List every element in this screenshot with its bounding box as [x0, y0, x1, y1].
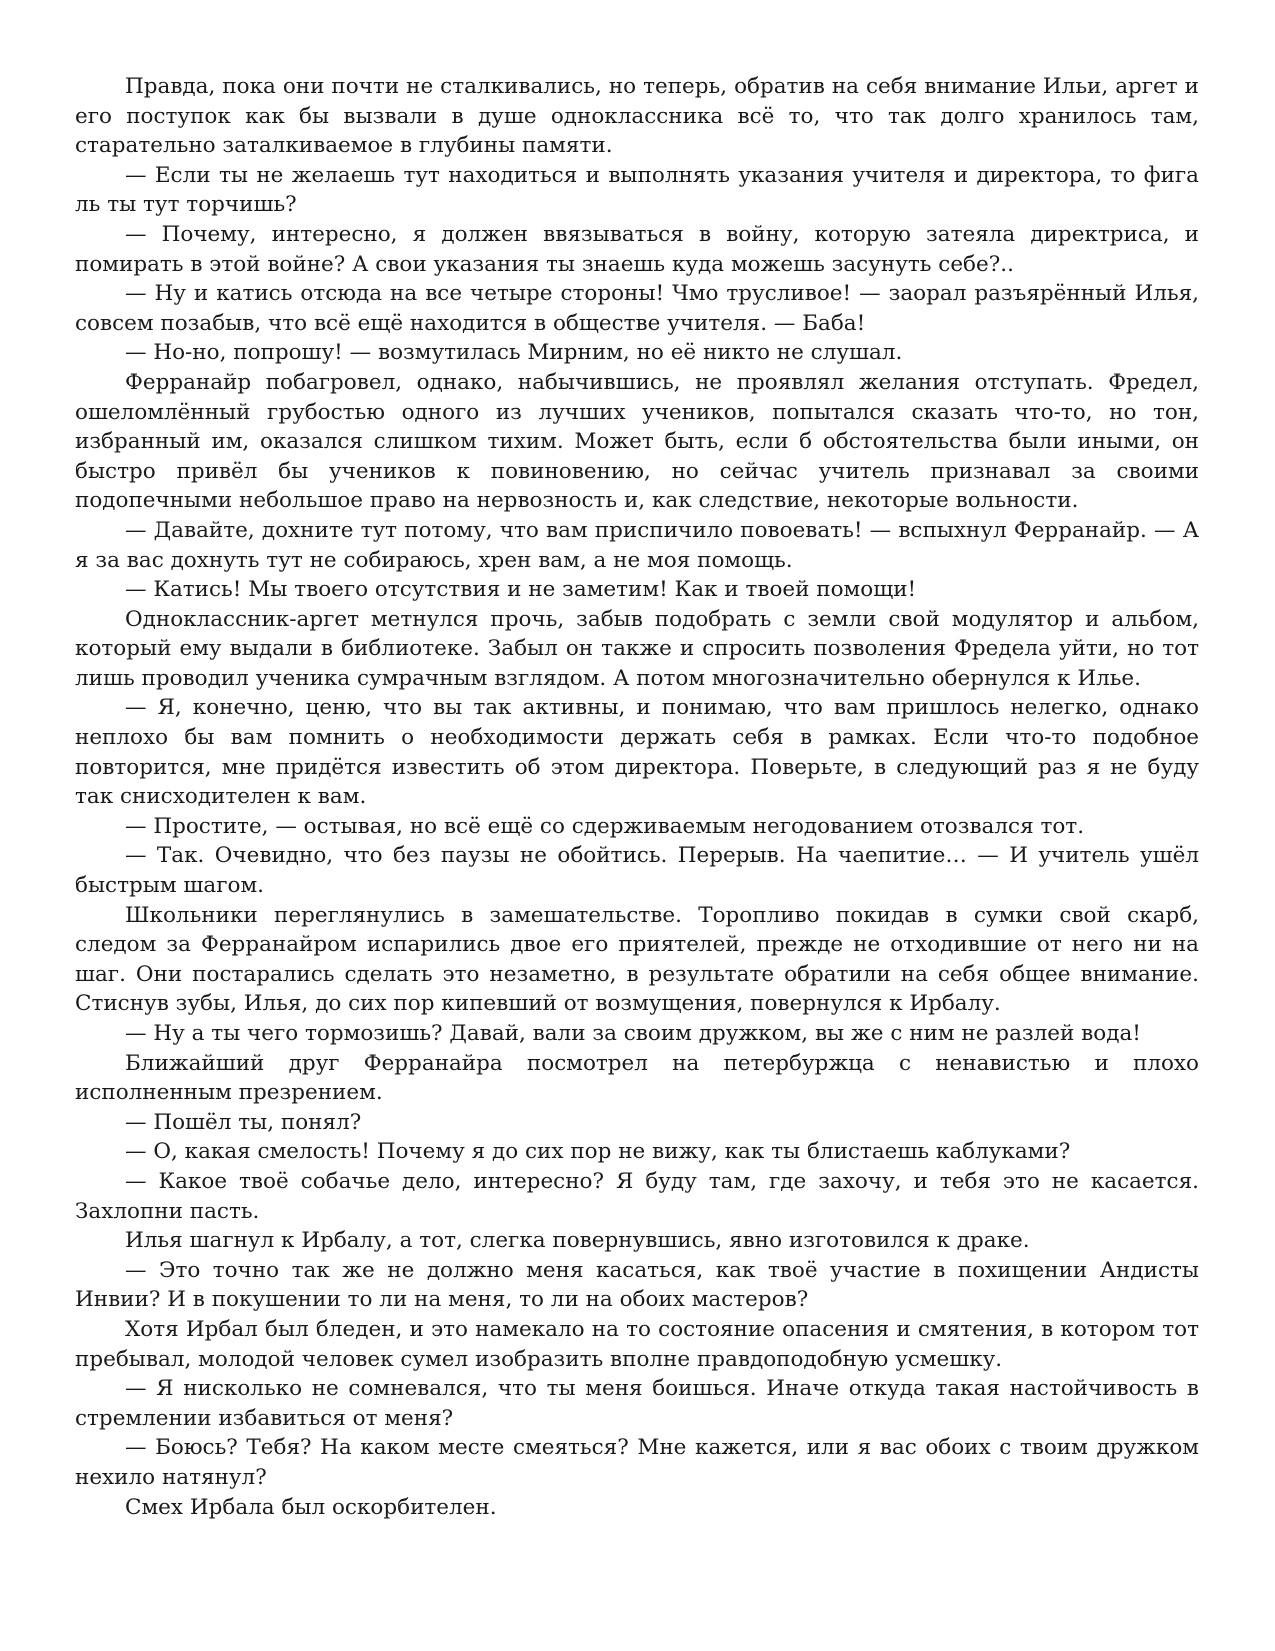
paragraph: — Я нисколько не сомневался, что ты меня боишься. Иначе откуда такая настойчивость в стремлении избавиться от меня? — [75, 1376, 1199, 1431]
paragraph: — Это точно так же не должно меня касаться, как твоё участие в похищении Андисты Инвии? И в покушении то ли на меня, то ли на обоих мастеров? — [75, 1257, 1199, 1313]
paragraph: — Так. Очевидно, что без паузы не обойтись. Перерыв. На чаепитие… — И учитель ушёл быстрым шагом. — [75, 843, 1199, 899]
paragraph: — Пошёл ты, понял? — [125, 1109, 362, 1135]
paragraph: Ферранайр побагровел, однако, набычившись, не проявлял желания отступать. Фредел, ошеломлённый грубостью одного из лучших учеников, попытался сказать что-то, но тон, избранный им, оказался слишком тихим. Может быть, если б обстоятельства были иными, он быстро привёл бы учеников к повиновению, но сейчас учитель признавал за своими подопечными небольшое право на нервозность и, как следствие, некоторые вольности. — [75, 369, 1199, 514]
paragraph: — Ну и катись отсюда на все четыре стороны! Чмо трусливое! — заорал разъярённый Илья, совсем позабыв, что всё ещё находится в обществе учителя. — Баба! — [75, 281, 1199, 336]
document-page — [75, 72, 1199, 1522]
paragraph: — Простите, — остывая, но всё ещё со сдерживаемым негодованием отозвался тот. — [125, 813, 1085, 839]
paragraph: Правда, пока они почти не сталкивались, но теперь, обратив на себя внимание Ильи, аргет и его поступок как бы вызвали в душе одноклассника всё то, что так долго хранилось там, старательно заталкиваемое в глубины памяти. — [75, 74, 1199, 159]
paragraph: Школьники переглянулись в замешательстве. Торопливо покидав в сумки свой скарб, следом за Ферранайром испарились двое его приятелей, прежде не отходившие от него ни на шаг. Они постарались сделать это незаметно, в результате обратили на себя общее внимание. Стиснув зубы, Илья, до сих пор кипевший от возмущения, повернулся к Ирбалу. — [75, 902, 1199, 1017]
paragraph: — Почему, интересно, я должен ввязываться в войну, которую затеяла директриса, и помирать в этой войне? А свои указания ты знаешь куда можешь засунуть себе?.. — [75, 221, 1199, 277]
paragraph: Хотя Ирбал был бледен, и это намекало на то состояние опасения и смятения, в котором тот пребывал, молодой человек сумел изобразить вполне правдоподобную усмешку. — [75, 1316, 1199, 1372]
paragraph: — О, какая смелость! Почему я до сих пор не вижу, как ты блистаешь каблуками? — [125, 1139, 1071, 1165]
paragraph: — Ну а ты чего тормозишь? Давай, вали за своим дружком, вы же с ним не разлей вода! — [125, 1021, 1141, 1046]
paragraph: — Боюсь? Тебя? На каком месте смеяться? Мне кажется, или я вас обоих с твоим дружком нехило натянул? — [75, 1435, 1199, 1490]
paragraph: — Давайте, дохните тут потому, что вам приспичило повоевать! — вспыхнул Ферранайр. — А я за вас дохнуть тут не собираюсь, хрен вам, а не моя помощь. — [75, 517, 1199, 573]
paragraph: — Катись! Мы твоего отсутствия и не заметим! Как и твоей помощи! — [125, 577, 917, 603]
paragraph: Смех Ирбала был оскорбителен. — [125, 1494, 497, 1520]
paragraph: Илья шагнул к Ирбалу, а тот, слегка повернувшись, явно изготовился к драке. — [125, 1228, 1030, 1254]
paragraph: Одноклассник-аргет метнулся прочь, забыв подобрать с земли свой модулятор и альбом, который ему выдали в библиотеке. Забыл он также и спросить позволения Фредела уйти, но тот лишь проводил ученика сумрачным взглядом. А потом многозначительно обернулся к Илье. — [75, 606, 1199, 691]
paragraph: — Если ты не желаешь тут находиться и выполнять указания учителя и директора, то фига ль ты тут торчишь? — [75, 162, 1199, 218]
paragraph: — Какое твоё собачье дело, интересно? Я буду там, где захочу, и тебя это не касается. Захлопни пасть. — [75, 1168, 1199, 1224]
paragraph: — Но-но, попрошу! — возмутилась Мирним, но её никто не слушал. — [125, 340, 903, 366]
paragraph: — Я, конечно, ценю, что вы так активны, и понимаю, что вам пришлось нелегко, однако неплохо бы вам помнить о необходимости держать себя в рамках. Если что-то подобное повторится, мне придётся известить об этом директора. Поверьте, в следующий раз я не буду так снисходителен к вам. — [75, 695, 1199, 810]
paragraph: Ближайший друг Ферранайра посмотрел на петербуржца с ненавистью и плохо исполненным презрением. — [75, 1050, 1199, 1106]
